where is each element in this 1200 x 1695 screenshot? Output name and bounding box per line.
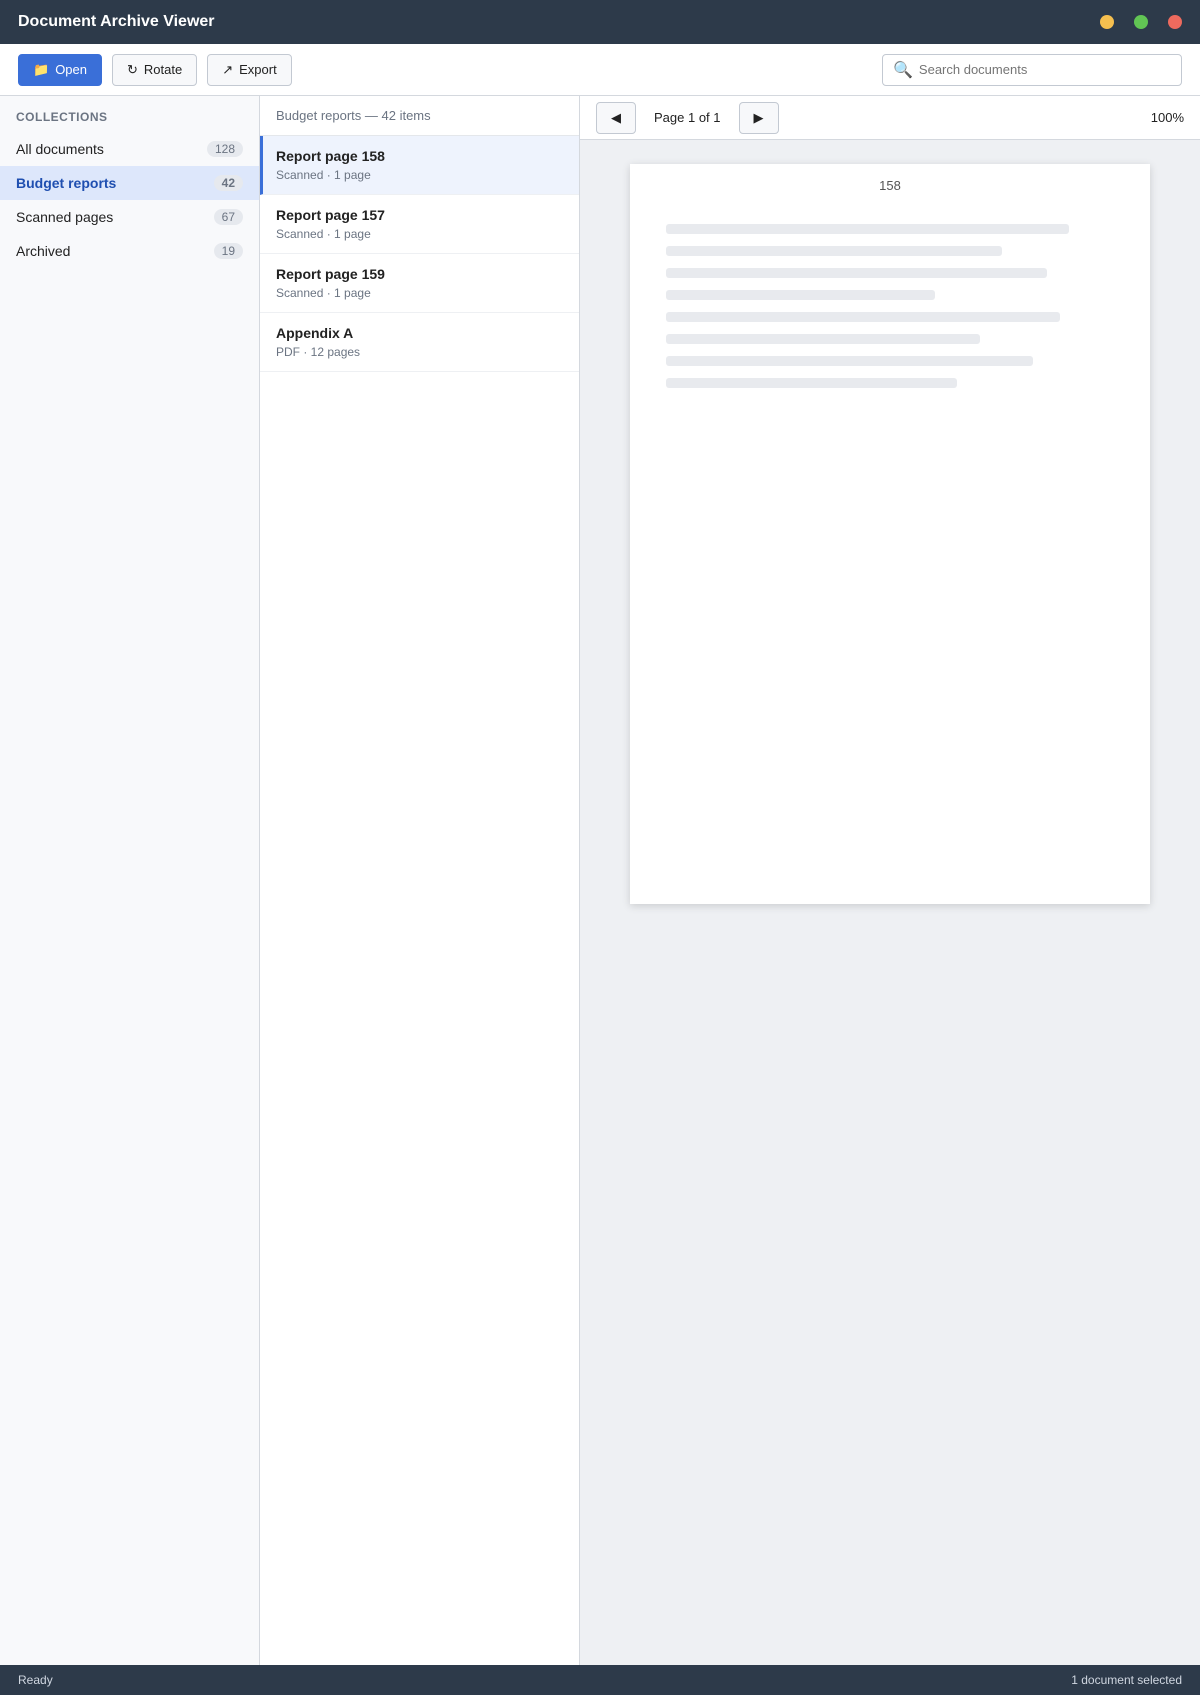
previous-page-icon: ◀ xyxy=(611,109,621,125)
document-title: Report page 158 xyxy=(276,148,385,164)
next-page-icon: ▶ xyxy=(753,109,764,125)
sidebar-item-label: Budget reports xyxy=(16,175,117,191)
page-number: 158 xyxy=(879,178,901,193)
placeholder-line xyxy=(666,268,1047,278)
previous-page-button[interactable] xyxy=(596,102,636,134)
sidebar-item-count: 128 xyxy=(207,141,243,157)
document-title: Report page 157 xyxy=(276,207,385,223)
close-button[interactable] xyxy=(1168,15,1182,29)
list-item[interactable] xyxy=(260,136,579,195)
status-text: Ready xyxy=(18,1673,53,1687)
sidebar-item-budget[interactable] xyxy=(0,166,259,200)
sidebar-item-count: 19 xyxy=(214,243,243,259)
sidebar-heading: COLLECTIONS xyxy=(16,110,108,124)
document-list-header: Budget reports — 42 items xyxy=(260,96,579,136)
open-button-label: Open xyxy=(55,62,87,77)
list-item[interactable] xyxy=(260,313,579,372)
viewer-canvas xyxy=(580,140,1200,1665)
rotate-button[interactable] xyxy=(112,54,197,86)
search-box xyxy=(882,54,1182,86)
rotate-icon: ↻ xyxy=(127,61,138,77)
toolbar xyxy=(0,44,1200,96)
page-indicator: Page 1 of 1 xyxy=(654,110,721,125)
placeholder-line xyxy=(666,246,1002,256)
document-meta: PDF · 12 pages xyxy=(276,345,361,359)
sidebar xyxy=(0,96,260,1665)
open-button[interactable] xyxy=(18,54,102,86)
rotate-button-label: Rotate xyxy=(143,62,183,77)
search-icon: 🔍 xyxy=(893,61,913,79)
viewer-toolbar xyxy=(580,96,1200,140)
zoom-level[interactable]: 100% xyxy=(1150,110,1184,125)
list-item[interactable] xyxy=(260,254,579,313)
document-meta: Scanned · 1 page xyxy=(276,227,371,241)
sidebar-item-scanned[interactable] xyxy=(0,200,259,234)
search-input[interactable] xyxy=(919,62,1171,77)
document-list xyxy=(260,96,580,1665)
placeholder-line xyxy=(666,334,980,344)
placeholder-line xyxy=(666,356,1033,366)
selection-status: 1 document selected xyxy=(1071,1673,1182,1687)
sidebar-item-archived[interactable] xyxy=(0,234,259,268)
maximize-button[interactable] xyxy=(1134,15,1148,29)
app-title: Document Archive Viewer xyxy=(18,13,215,30)
placeholder-line xyxy=(666,378,957,388)
title-bar xyxy=(0,0,1200,44)
export-button[interactable] xyxy=(207,54,291,86)
sidebar-item-label: Archived xyxy=(16,243,71,259)
folder-icon: 📁 xyxy=(33,61,50,77)
sidebar-item-count: 67 xyxy=(214,209,243,225)
export-button-label: Export xyxy=(239,62,277,77)
sidebar-item-label: All documents xyxy=(16,141,104,157)
placeholder-line xyxy=(666,312,1060,322)
status-bar xyxy=(0,1665,1200,1695)
sidebar-item-count: 42 xyxy=(214,175,243,191)
document-title: Appendix A xyxy=(276,325,354,341)
next-page-button[interactable] xyxy=(739,102,779,134)
list-item[interactable] xyxy=(260,195,579,254)
page-preview xyxy=(630,164,1150,904)
minimize-button[interactable] xyxy=(1100,15,1114,29)
placeholder-line xyxy=(666,290,935,300)
document-meta: Scanned · 1 page xyxy=(276,286,371,300)
export-icon: ↗ xyxy=(222,61,234,77)
sidebar-item-all[interactable] xyxy=(0,132,259,166)
document-title: Report page 159 xyxy=(276,266,385,282)
page-viewer xyxy=(580,96,1200,1665)
sidebar-item-label: Scanned pages xyxy=(16,209,114,225)
document-meta: Scanned · 1 page xyxy=(276,168,371,182)
placeholder-line xyxy=(666,224,1069,234)
